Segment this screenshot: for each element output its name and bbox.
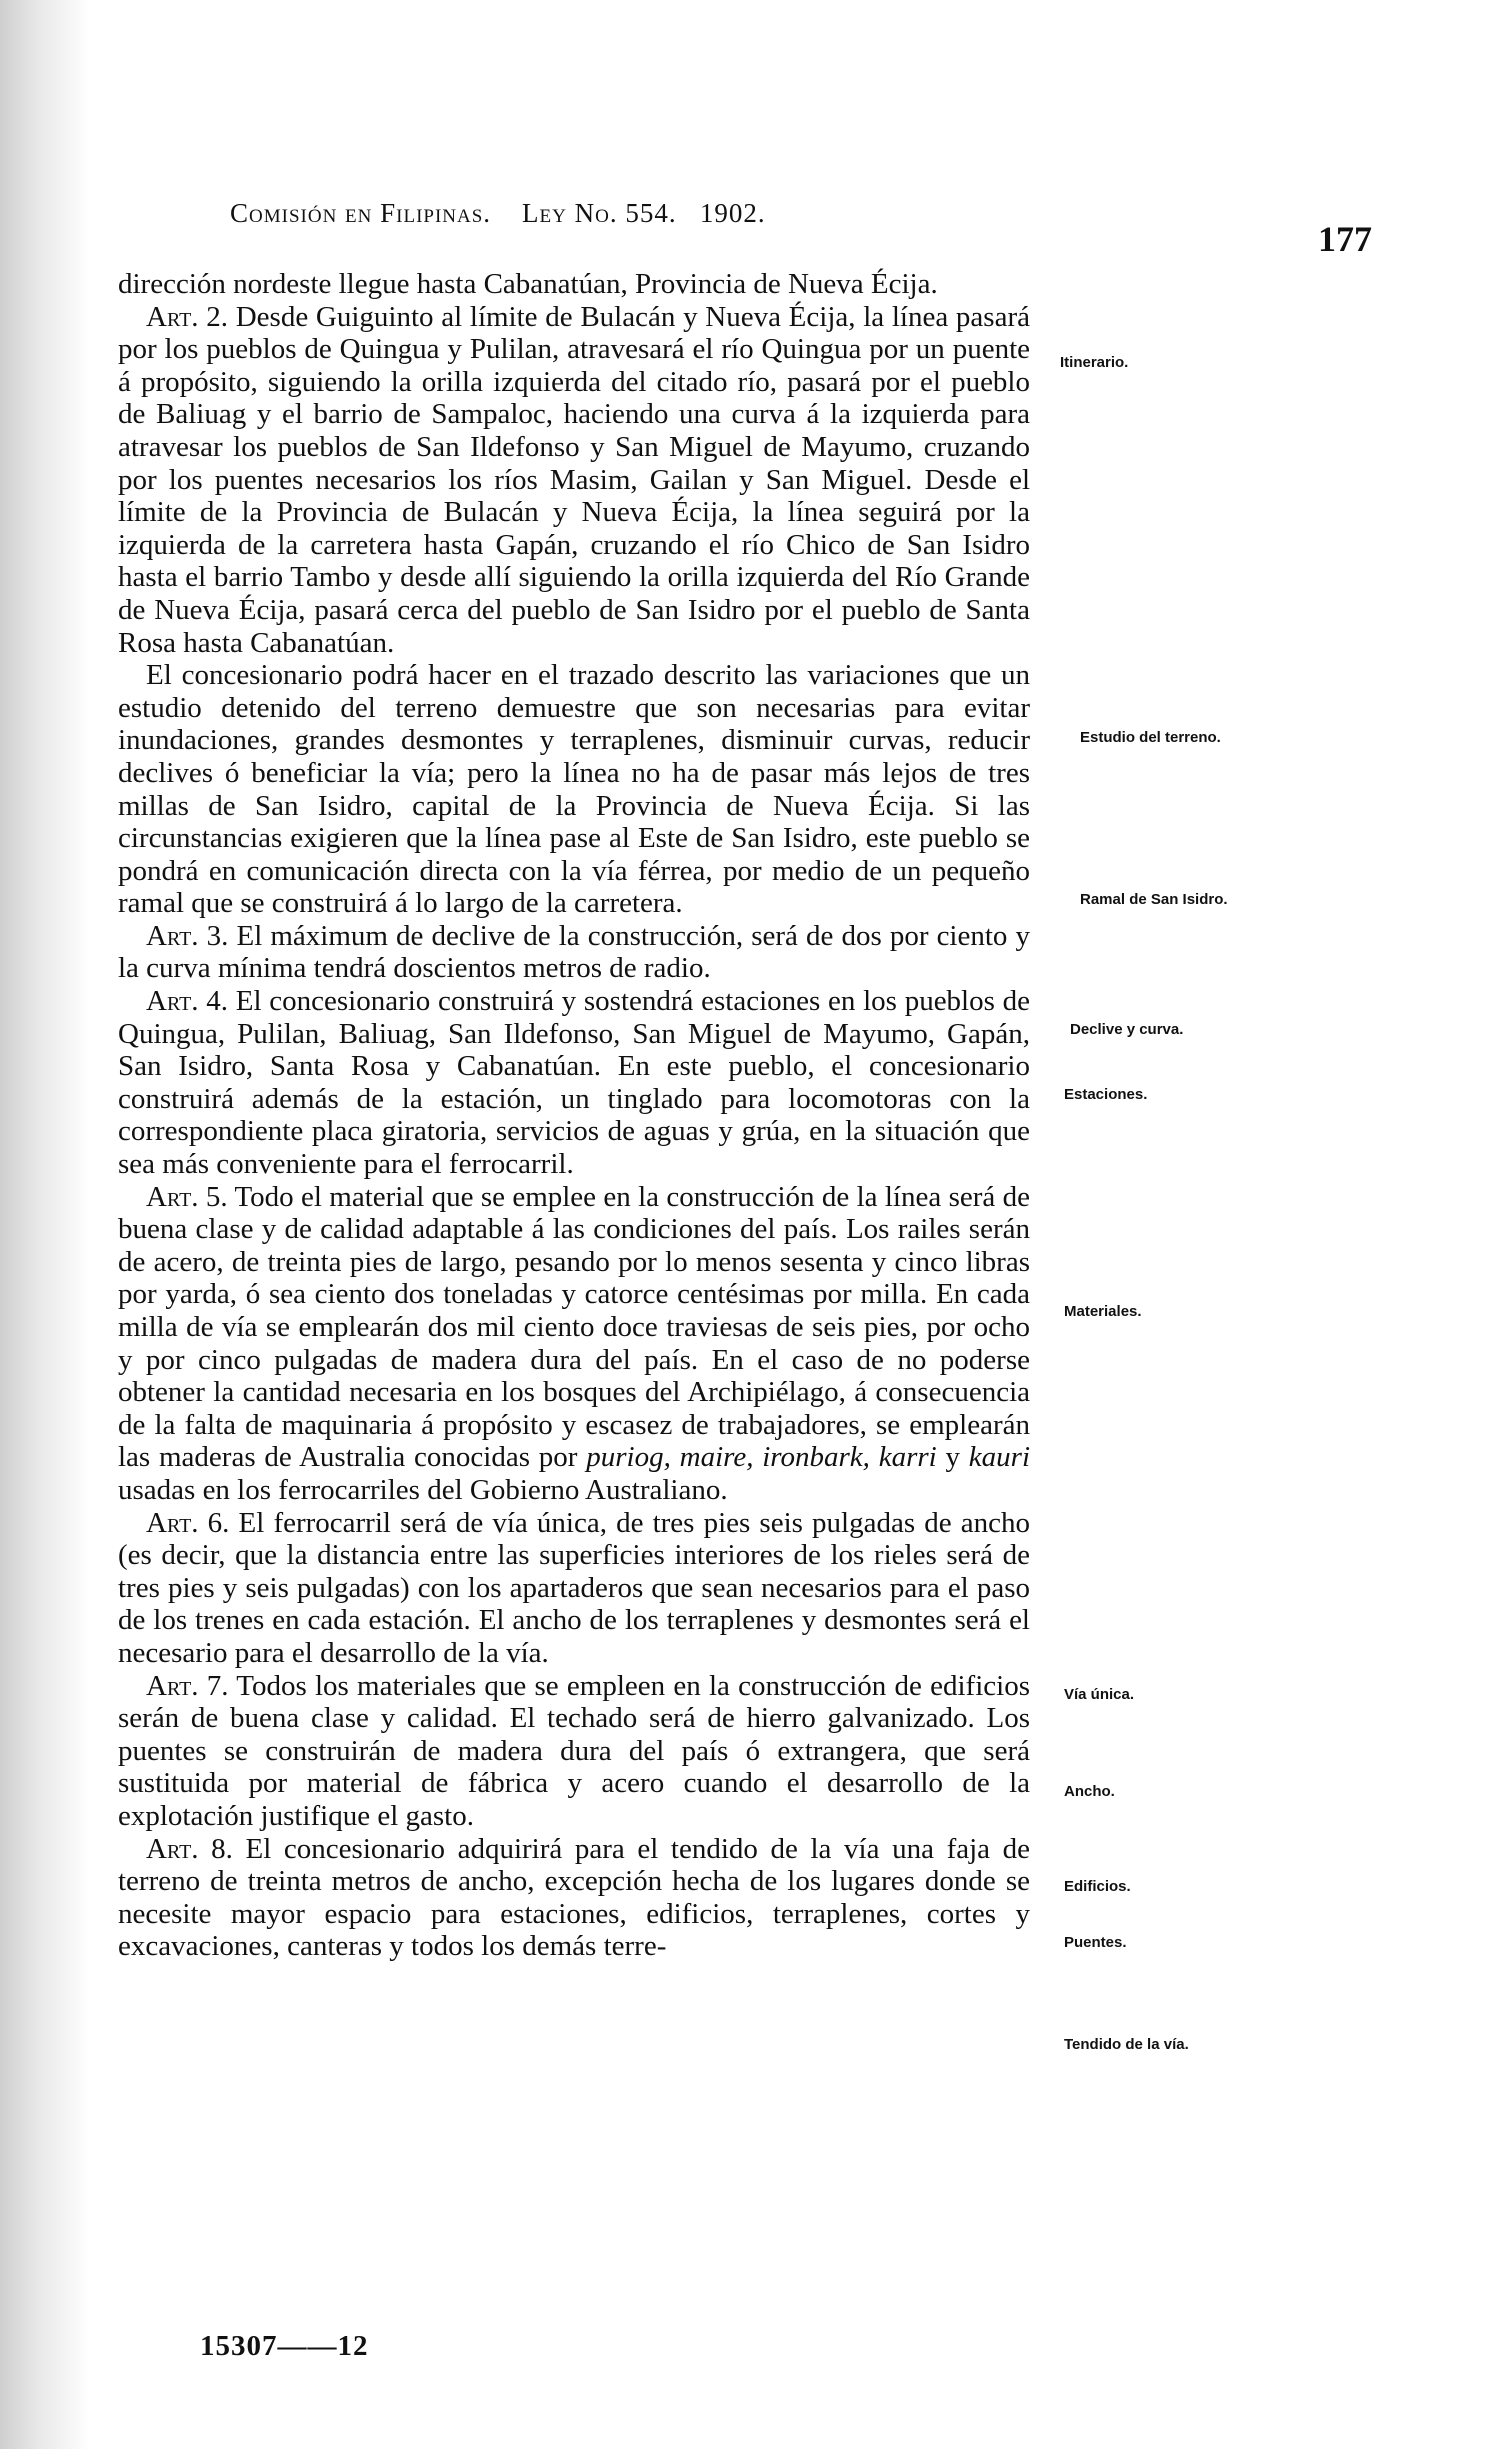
margin-note-ancho: Ancho.: [1064, 1783, 1115, 1800]
paragraph-text: dirección nordeste llegue hasta Cabanatúan, Provincia de Nueva Écija.: [118, 268, 938, 300]
paragraph-text: El concesionario construirá y sostendrá estaciones en los pueblos de Quingua, Pulilan, Baliuag, San Ildefonso, San Miguel de Mayumo, Gapán, San Isidro, Santa Rosa y Cabanatúan. En este pueblo, el concesionario construirá además de la estación, un tinglado para locomotoras con la correspondiente placa giratoria, servicios de aguas y grúa, en la situación que sea más conveniente para el ferrocarril.: [118, 985, 1030, 1181]
article-label: Art. 3.: [146, 919, 229, 952]
paragraph-art-6: [118, 1507, 1030, 1670]
paragraph-text: Todos los materiales que se empleen en la construcción de edificios serán de buena clase y calidad. El techado será de hierro galvanizado. Los puentes se construirán de madera dura del país ó extrangera, que será sustituida por material de fábrica y acero cuando el desarrollo de la explotación justifique el gasto.: [118, 1669, 1030, 1832]
paragraph-text: El máximum de declive de la construcción, será de dos por ciento y la curva mínima tendrá doscientos metros de radio.: [118, 919, 1031, 985]
paragraph-variations: [118, 659, 1030, 920]
margin-note-estudio: Estudio del terreno.: [1080, 729, 1221, 746]
running-header: [230, 198, 930, 229]
margin-note-estaciones: Estaciones.: [1064, 1086, 1148, 1103]
wood-names: puriog, maire, ironbark, karri: [586, 1441, 937, 1474]
margin-note-via-unica: Vía única.: [1064, 1686, 1135, 1703]
header-law: Ley No. 554.: [522, 198, 677, 228]
body-text: [118, 268, 1030, 1963]
paragraph-text: El concesionario podrá hacer en el trazado descrito las variaciones que un estudio detenido del terreno demuestre que son necesarias para evitar inundaciones, grandes desmontes y terraplenes, disminuir curvas, reducir declives ó beneficiar la vía; pero la línea no ha de pasar más lejos de tres millas de San Isidro, capital de la Provincia de Nueva Écija. Si las circunstancias exigieren que la línea pase al Este de San Isidro, este pueblo se pondrá en comunicación directa con la vía férrea, por medio de un pequeño ramal que se construirá á lo largo de la carretera.: [118, 659, 1030, 920]
signature-mark: 15307——12: [200, 2330, 369, 2362]
paragraph-text: Desde Guiguinto al límite de Bulacán y Nueva Écija, la línea pasará por los pueblos de Quingua y Pulilan, atravesará el río Quingua por un puente á propósito, siguiendo la orilla izquierda del citado río, pasará por el pueblo de Baliuag y el barrio de Sampaloc, haciendo una curva á la izquierda para atravesar los pueblos de San Ildefonso y San Miguel de Mayumo, cruzando por los puentes necesarios los ríos Masim, Gailan y San Miguel. Desde el límite de la Provincia de Bulacán y Nueva Écija, la línea seguirá por la izquierda de la carretera hasta Gapán, cruzando el río Chico de San Isidro hasta el barrio Tambo y desde allí siguiendo la orilla izquierda del Río Grande de Nueva Écija, pasará cerca del pueblo de San Isidro por el pueblo de Santa Rosa hasta Cabanatúan.: [118, 300, 1030, 659]
margin-note-declive: Declive y curva.: [1070, 1021, 1184, 1038]
wood-name-kauri: kauri: [968, 1441, 1031, 1474]
margin-note-tendido: Tendido de la vía.: [1064, 2036, 1189, 2053]
article-label: Art. 5.: [146, 1180, 228, 1213]
paragraph-0: [118, 268, 1030, 301]
margin-note-edificios: Edificios.: [1064, 1878, 1131, 1895]
paragraph-art-2: [118, 301, 1030, 660]
header-year: 1902.: [699, 198, 766, 228]
article-label: Art. 7.: [146, 1669, 229, 1702]
paragraph-art-5: [118, 1181, 1030, 1507]
margin-note-ramal: Ramal de San Isidro.: [1080, 891, 1228, 908]
paragraph-text: El concesionario adquirirá para el tendido de la vía una faja de terreno de treinta metros de ancho, excepción hecha de los lugares donde se necesite mayor espacio para estaciones, edificios, terraplenes, cortes y excavaciones, canteras y todos los demás terre-: [118, 1832, 1031, 1963]
paragraph-art-3: [118, 920, 1030, 985]
article-label: Art. 8.: [146, 1832, 233, 1865]
article-label: Art. 4.: [146, 985, 229, 1018]
article-label: Art. 2.: [146, 300, 229, 333]
paragraph-art-7: [118, 1670, 1030, 1833]
page-number: 177: [1318, 219, 1372, 259]
paragraph-text: El ferrocarril será de vía única, de tres pies seis pulgadas de ancho (es decir, que la distancia entre las superficies interiores de los rieles será de tres pies y seis pulgadas) con los apartaderos que sean necesarios para el paso de los trenes en cada estación. El ancho de los terraplenes y desmontes será el necesario para el desarrollo de la vía.: [118, 1506, 1030, 1669]
margin-note-puentes: Puentes.: [1064, 1934, 1127, 1951]
paragraph-art-4: [118, 985, 1030, 1181]
margin-note-itinerario: Itinerario.: [1060, 354, 1129, 371]
header-commission: Comisión en Filipinas.: [230, 198, 492, 228]
paragraph-text: Todo el material que se emplee en la construcción de la línea será de buena clase y de calidad adaptable á las condiciones del país. Los railes serán de acero, de treinta pies de largo, pesando por lo menos sesenta y cinco libras por yarda, ó sea ciento dos toneladas y catorce centésimas por milla. En cada milla de vía se emplearán dos mil ciento doce traviesas de seis pies, por ocho y por cinco pulgadas de madera dura del país. En el caso de no poderse obtener la cantidad necesaria en los bosques del Archipiélago, á consecuencia de la falta de maquinaria á propósito y escasez de trabajadores, se emplearán las maderas de Australia conocidas por: [118, 1180, 1030, 1474]
paragraph-text: y: [936, 1441, 969, 1474]
paragraph-text: usadas en los ferrocarriles del Gobierno Australiano.: [118, 1473, 728, 1506]
paragraph-art-8: [118, 1833, 1030, 1963]
article-label: Art. 6.: [146, 1506, 230, 1539]
margin-note-materiales: Materiales.: [1064, 1303, 1142, 1320]
